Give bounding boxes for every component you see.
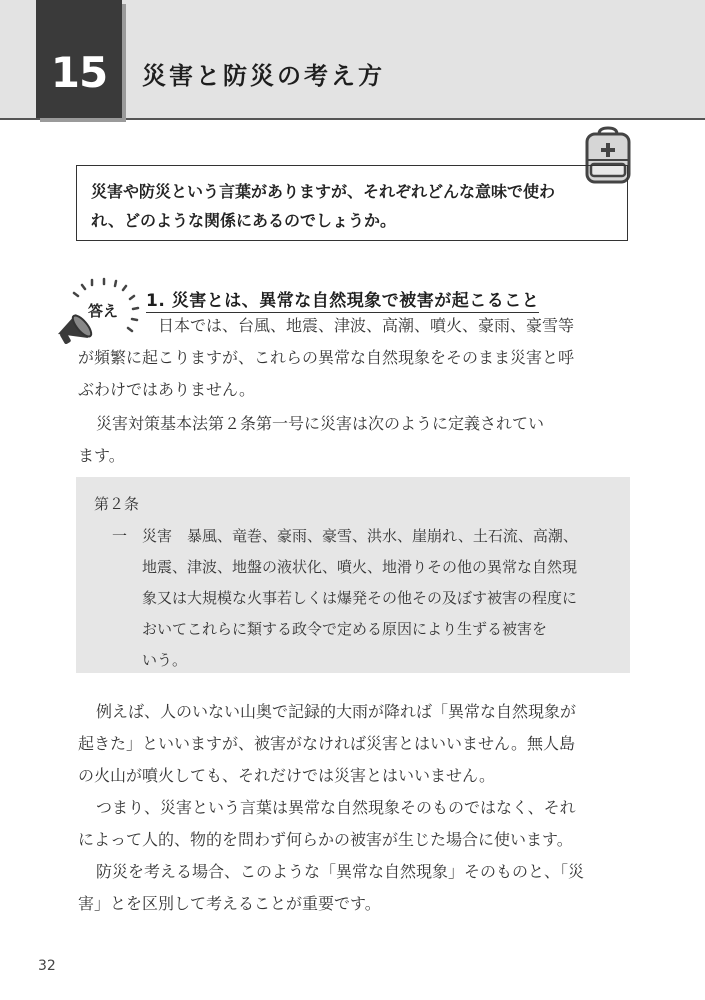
chapter-title: 災害と防災の考え方 [142, 62, 385, 90]
paragraph-line: 防災を考える場合、このような「異常な自然現象」そのものと、「災 [96, 862, 585, 881]
law-quote-box [76, 477, 630, 673]
paragraph-line: 日本では、台風、地震、津波、高潮、噴火、豪雨、豪雪等 [158, 316, 575, 335]
question-line: 災害や防災という言葉がありますが、それぞれどんな意味で使わ [91, 182, 556, 201]
quote-line: 地震、津波、地盤の液状化、噴火、地滑りその他の異常な自然現 [142, 558, 578, 576]
chapter-number: 15 [50, 47, 108, 97]
paragraph-4 [78, 792, 630, 856]
answer-label: 答え [88, 302, 119, 320]
paragraph-line: ます。 [78, 446, 125, 465]
paragraph-line: 例えば、人のいない山奥で記録的大雨が降れば「異常な自然現象が [96, 702, 577, 721]
paragraph-line: つまり、災害という言葉は異常な自然現象そのものではなく、それ [96, 798, 576, 817]
quote-item-mark: 一 [112, 527, 128, 545]
paragraph-1 [78, 310, 630, 406]
section-heading: 1. 災害とは、異常な自然現象で被害が起こること [146, 286, 539, 313]
quote-body [94, 521, 612, 676]
paragraph-2 [78, 408, 630, 472]
paragraph-line: 起きた」といいますが、被害がなければ災害とはいいません。無人島 [78, 734, 575, 753]
page-number: 32 [38, 958, 56, 974]
chapter-number-box [36, 0, 122, 118]
quote-title: 第２条 [94, 495, 140, 513]
paragraph-line: の火山が噴火しても、それだけでは災害とはいいません。 [78, 766, 495, 785]
paragraph-line: によって人的、物的を問わず何らかの被害が生じた場合に使います。 [78, 830, 573, 849]
paragraph-line: が頻繁に起こりますが、これらの異常な自然現象をそのまま災害と呼 [78, 348, 575, 367]
question-line: れ、どのような関係にあるのでしょうか。 [91, 211, 396, 230]
paragraph-line: 災害対策基本法第２条第一号に災害は次のように定義されてい [96, 414, 545, 433]
paragraph-3 [78, 696, 630, 792]
quote-text [142, 521, 612, 676]
quote-line: おいてこれらに類する政令で定める原因により生ずる被害を [142, 620, 548, 638]
quote-line: いう。 [142, 651, 188, 669]
paragraph-5 [78, 856, 630, 920]
paragraph-line: 害」とを区別して考えることが重要です。 [78, 894, 381, 913]
question-box [76, 165, 628, 241]
paragraph-line: ぶわけではありません。 [78, 380, 255, 399]
quote-line: 災害 暴風、竜巻、豪雨、豪雪、洪水、崖崩れ、土石流、高潮、 [142, 527, 578, 545]
quote-line: 象又は大規模な火事若しくは爆発その他その及ぼす被害の程度に [142, 589, 578, 607]
